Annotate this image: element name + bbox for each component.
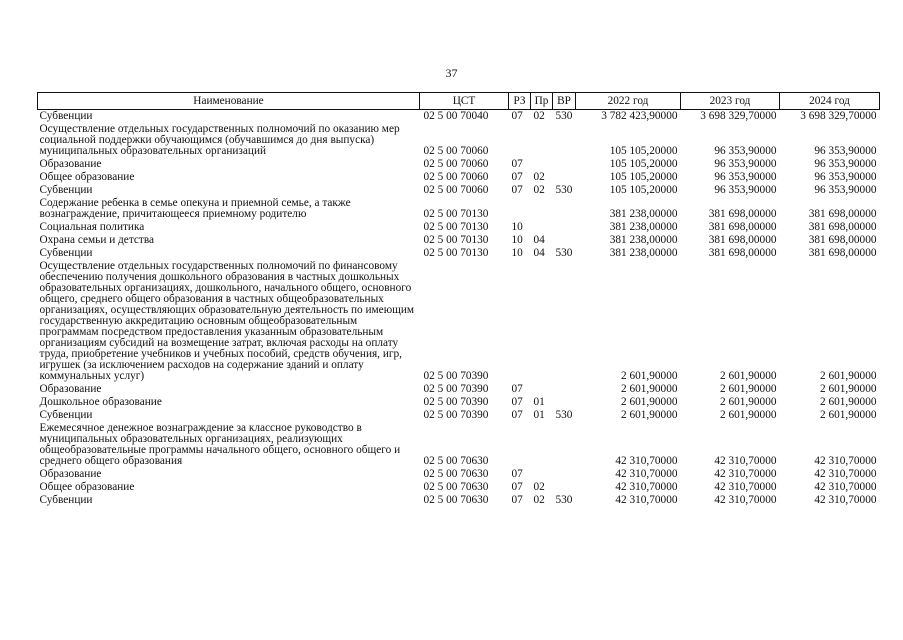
cell-2022: 105 105,20000 — [609, 158, 678, 170]
cell-pr: 04 — [533, 247, 545, 259]
cell-2023: 42 310,70000 — [714, 494, 777, 506]
cell-2023: 2 601,90000 — [720, 396, 777, 408]
cell-rz: 10 — [511, 221, 523, 233]
cell-2024: 42 310,70000 — [814, 455, 877, 467]
cell-cst: 02 5 00 70130 — [423, 247, 489, 259]
cell-2024: 2 601,90000 — [820, 396, 877, 408]
cell-vr: 530 — [555, 247, 573, 259]
cell-pr: 02 — [533, 184, 545, 196]
table-row — [38, 123, 880, 158]
cell-2022: 42 310,70000 — [615, 481, 678, 493]
table-row — [38, 110, 880, 124]
cell-2022: 42 310,70000 — [615, 455, 678, 467]
table-row — [38, 409, 880, 422]
cell-2023: 3 698 329,70000 — [700, 110, 777, 122]
cell-cst: 02 5 00 70390 — [423, 383, 489, 395]
cell-pr — [531, 422, 553, 468]
cell-rz: 07 — [511, 481, 523, 493]
cell-2023: 96 353,90000 — [714, 145, 777, 157]
cell-cst: 02 5 00 70130 — [423, 234, 489, 246]
page-number: 37 — [445, 66, 458, 80]
table-row — [38, 221, 880, 234]
cell-2024: 42 310,70000 — [814, 494, 877, 506]
cell-vr — [553, 396, 576, 409]
cell-cst: 02 5 00 70060 — [423, 184, 489, 196]
cell-2022: 42 310,70000 — [615, 468, 678, 480]
cell-pr: 04 — [533, 234, 545, 246]
cell-vr — [553, 260, 576, 383]
header-rz: РЗ — [509, 93, 531, 110]
table-row — [38, 396, 880, 409]
cell-vr — [553, 383, 576, 396]
cell-vr: 530 — [555, 409, 573, 421]
header-2023: 2023 год — [681, 93, 780, 110]
cell-pr: 02 — [533, 481, 545, 493]
table-row — [38, 247, 880, 260]
cell-rz — [509, 260, 531, 383]
cell-2024: 96 353,90000 — [814, 158, 877, 170]
cell-2023: 381 698,00000 — [708, 208, 777, 220]
cell-cst: 02 5 00 70630 — [423, 468, 489, 480]
cell-name: Субвенции — [39, 184, 93, 196]
cell-2023: 2 601,90000 — [720, 383, 777, 395]
cell-cst: 02 5 00 70390 — [423, 370, 489, 382]
cell-name: Осуществление отдельных государственных полномочий по оказанию мер социальной поддержки обучающимся (обучавшимся до дня выпуска) муниципальных образовательных организаций — [39, 123, 400, 157]
table-header-row — [38, 93, 880, 110]
cell-name: Дошкольное образование — [39, 396, 162, 408]
cell-cst: 02 5 00 70130 — [423, 221, 489, 233]
cell-rz: 07 — [511, 158, 523, 170]
cell-rz: 07 — [511, 110, 523, 122]
cell-rz: 07 — [511, 409, 523, 421]
cell-vr — [553, 123, 576, 158]
cell-name: Образование — [39, 468, 102, 480]
cell-2024: 96 353,90000 — [814, 171, 877, 183]
cell-vr: 530 — [555, 494, 573, 506]
cell-2024: 42 310,70000 — [814, 468, 877, 480]
cell-vr — [553, 481, 576, 494]
cell-2022: 105 105,20000 — [609, 171, 678, 183]
header-pr: Пр — [531, 93, 553, 110]
cell-2023: 2 601,90000 — [720, 409, 777, 421]
cell-cst: 02 5 00 70060 — [423, 145, 489, 157]
budget-table — [37, 92, 880, 507]
cell-name: Общее образование — [39, 481, 135, 493]
cell-2024: 96 353,90000 — [814, 145, 877, 157]
cell-2022: 42 310,70000 — [615, 494, 678, 506]
cell-vr — [553, 158, 576, 171]
cell-pr — [531, 197, 553, 221]
cell-name: Содержание ребенка в семье опекуна и приемной семье, а также вознаграждение, причитающееся приемному родителю — [39, 197, 351, 220]
cell-name: Субвенции — [39, 409, 93, 421]
cell-rz: 07 — [511, 171, 523, 183]
cell-pr: 02 — [533, 171, 545, 183]
cell-2022: 2 601,90000 — [621, 383, 678, 395]
cell-rz: 07 — [511, 383, 523, 395]
cell-vr — [553, 221, 576, 234]
cell-rz — [509, 123, 531, 158]
cell-rz: 07 — [511, 468, 523, 480]
cell-2022: 3 782 423,90000 — [601, 110, 678, 122]
cell-vr — [553, 468, 576, 481]
table-body — [38, 110, 880, 508]
cell-2022: 105 105,20000 — [609, 184, 678, 196]
table-row — [38, 383, 880, 396]
cell-pr: 01 — [533, 409, 545, 421]
cell-rz: 07 — [511, 184, 523, 196]
cell-vr: 530 — [555, 184, 573, 196]
cell-vr — [553, 197, 576, 221]
cell-cst: 02 5 00 70040 — [423, 110, 489, 122]
cell-vr — [553, 422, 576, 468]
cell-cst: 02 5 00 70630 — [423, 494, 489, 506]
cell-pr — [531, 158, 553, 171]
cell-cst: 02 5 00 70630 — [423, 481, 489, 493]
cell-2023: 96 353,90000 — [714, 171, 777, 183]
cell-2024: 381 698,00000 — [808, 221, 877, 233]
cell-name: Ежемесячное денежное вознаграждение за классное руководство в муниципальных образовательных организациях, реализующих общеобразовательные программы начального общего, основного общего и среднего общего образования — [39, 422, 401, 467]
cell-rz: 07 — [511, 396, 523, 408]
table-row — [38, 494, 880, 507]
table-row — [38, 468, 880, 481]
cell-cst: 02 5 00 70630 — [423, 455, 489, 467]
table-row — [38, 260, 880, 383]
cell-2023: 96 353,90000 — [714, 158, 777, 170]
table-row — [38, 171, 880, 184]
cell-2024: 381 698,00000 — [808, 234, 877, 246]
cell-pr: 02 — [533, 110, 545, 122]
cell-2024: 381 698,00000 — [808, 208, 877, 220]
cell-cst: 02 5 00 70390 — [423, 409, 489, 421]
cell-rz — [509, 197, 531, 221]
cell-2022: 2 601,90000 — [621, 370, 678, 382]
header-name: Наименование — [38, 93, 420, 110]
cell-rz: 10 — [511, 234, 523, 246]
table-row — [38, 158, 880, 171]
cell-2023: 42 310,70000 — [714, 455, 777, 467]
cell-2022: 2 601,90000 — [621, 396, 678, 408]
cell-name: Общее образование — [39, 171, 135, 183]
header-vr: ВР — [553, 93, 576, 110]
cell-2022: 381 238,00000 — [609, 247, 678, 259]
cell-2024: 2 601,90000 — [820, 370, 877, 382]
cell-2022: 2 601,90000 — [621, 409, 678, 421]
cell-2022: 381 238,00000 — [609, 208, 678, 220]
cell-rz: 07 — [511, 494, 523, 506]
cell-pr — [531, 221, 553, 234]
cell-pr — [531, 123, 553, 158]
cell-name: Социальная политика — [39, 221, 145, 233]
cell-2022: 381 238,00000 — [609, 234, 678, 246]
cell-2022: 105 105,20000 — [609, 145, 678, 157]
cell-pr: 01 — [533, 396, 545, 408]
cell-2023: 381 698,00000 — [708, 234, 777, 246]
cell-cst: 02 5 00 70130 — [423, 208, 489, 220]
cell-2023: 42 310,70000 — [714, 468, 777, 480]
cell-2024: 2 601,90000 — [820, 383, 877, 395]
cell-pr — [531, 468, 553, 481]
cell-2023: 96 353,90000 — [714, 184, 777, 196]
table-row — [38, 184, 880, 197]
header-2022: 2022 год — [576, 93, 681, 110]
cell-2022: 381 238,00000 — [609, 221, 678, 233]
cell-pr — [531, 383, 553, 396]
cell-2023: 381 698,00000 — [708, 247, 777, 259]
cell-vr: 530 — [555, 110, 573, 122]
cell-pr: 02 — [533, 494, 545, 506]
table-row — [38, 234, 880, 247]
cell-vr — [553, 171, 576, 184]
table-row — [38, 481, 880, 494]
header-2024: 2024 год — [780, 93, 880, 110]
cell-name: Образование — [39, 383, 102, 395]
table-row — [38, 422, 880, 468]
cell-2024: 3 698 329,70000 — [800, 110, 877, 122]
cell-name: Субвенции — [39, 110, 93, 122]
cell-name: Образование — [39, 158, 102, 170]
cell-2023: 2 601,90000 — [720, 370, 777, 382]
cell-rz — [509, 422, 531, 468]
cell-pr — [531, 260, 553, 383]
cell-rz: 10 — [511, 247, 523, 259]
cell-cst: 02 5 00 70060 — [423, 158, 489, 170]
cell-cst: 02 5 00 70390 — [423, 396, 489, 408]
cell-2023: 381 698,00000 — [708, 221, 777, 233]
table-row — [38, 197, 880, 221]
cell-vr — [553, 234, 576, 247]
cell-2024: 2 601,90000 — [820, 409, 877, 421]
cell-name: Субвенции — [39, 494, 93, 506]
cell-name: Субвенции — [39, 247, 93, 259]
cell-2023: 42 310,70000 — [714, 481, 777, 493]
header-cst: ЦСТ — [420, 93, 509, 110]
cell-name: Охрана семьи и детства — [39, 234, 155, 246]
cell-2024: 381 698,00000 — [808, 247, 877, 259]
cell-cst: 02 5 00 70060 — [423, 171, 489, 183]
cell-name: Осуществление отдельных государственных полномочий по финансовому обеспечению получения дошкольного образования в частных дошкольных образовательных организациях, дошкольного, начального общего, основного общего, среднего общего образования в частных общеобразовательных организациях, осуществляющих образовательную деятельность по имеющим государственную аккредитацию основным общеобразовательным программам посредством предоставления указанным образовательным организациям субсидий на возмещение затрат, включая расходы на оплату труда, приобретение учебников и учебных пособий, средств обучения, игр, игрушек (за исключением расходов на содержание зданий и оплату коммунальных услуг) — [39, 260, 415, 382]
cell-2024: 96 353,90000 — [814, 184, 877, 196]
cell-2024: 42 310,70000 — [814, 481, 877, 493]
